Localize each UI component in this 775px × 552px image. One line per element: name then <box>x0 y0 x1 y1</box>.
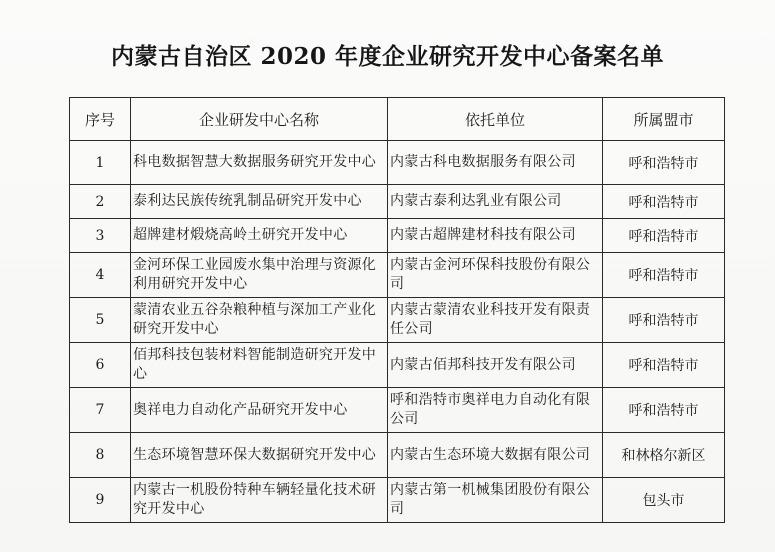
row-city: 呼和浩特市 <box>603 388 725 433</box>
row-center-name <box>131 388 388 433</box>
row-center-name <box>131 433 388 478</box>
row-center-name <box>131 185 388 219</box>
header-host-unit: 依托单位 <box>388 98 603 141</box>
row-host-unit-text: 内蒙古科电数据服务有限公司 <box>390 154 576 170</box>
document-title: 内蒙古自治区 2020 年度企业研究开发中心备案名单 <box>110 43 665 70</box>
table-row <box>70 433 725 478</box>
row-host-unit <box>388 141 603 185</box>
table-row <box>70 185 725 219</box>
row-seq: 2 <box>70 185 131 219</box>
row-center-name <box>131 253 388 298</box>
row-host-unit <box>388 298 603 343</box>
row-city: 呼和浩特市 <box>603 219 725 253</box>
row-seq: 5 <box>70 298 131 343</box>
row-city: 包头市 <box>603 478 725 523</box>
row-seq: 1 <box>70 141 131 185</box>
header-city: 所属盟市 <box>603 98 725 141</box>
row-city: 呼和浩特市 <box>603 185 725 219</box>
row-center-name-text: 金河环保工业园废水集中治理与资源化利用研究开发中心 <box>133 257 377 292</box>
row-center-name-text: 科电数据智慧大数据服务研究开发中心 <box>133 154 377 170</box>
row-center-name-text: 奥祥电力自动化产品研究开发中心 <box>133 401 348 418</box>
table-row <box>70 298 725 343</box>
row-host-unit-text: 呼和浩特市奥祥电力自动化有限公司 <box>390 392 591 427</box>
row-center-name-text: 生态环境智慧环保大数据研究开发中心 <box>133 446 377 463</box>
row-city: 呼和浩特市 <box>603 343 725 388</box>
table-row <box>70 388 725 433</box>
row-center-name <box>131 141 388 185</box>
row-center-name-text: 超牌建材煅烧高岭土研究开发中心 <box>133 227 348 243</box>
row-city: 呼和浩特市 <box>603 253 725 298</box>
row-seq: 4 <box>70 253 131 298</box>
row-center-name-text: 泰利达民族传统乳制品研究开发中心 <box>133 193 362 209</box>
row-seq: 7 <box>70 388 131 433</box>
row-seq: 3 <box>70 219 131 253</box>
row-host-unit <box>388 343 603 388</box>
table-row <box>70 219 725 253</box>
table-header-row <box>70 98 725 141</box>
row-host-unit-text: 内蒙古生态环境大数据有限公司 <box>390 446 591 463</box>
row-host-unit <box>388 388 603 433</box>
header-center-name: 企业研发中心名称 <box>131 98 388 141</box>
row-center-name-text: 佰邦科技包装材料智能制造研究开发中心 <box>133 347 377 382</box>
row-center-name <box>131 298 388 343</box>
row-host-unit-text: 内蒙古第一机械集团股份有限公司 <box>390 482 591 517</box>
row-host-unit <box>388 185 603 219</box>
row-host-unit-text: 内蒙古超牌建材科技有限公司 <box>390 227 576 243</box>
row-center-name <box>131 343 388 388</box>
row-city: 呼和浩特市 <box>603 141 725 185</box>
row-seq: 8 <box>70 433 131 478</box>
row-center-name <box>131 219 388 253</box>
row-host-unit <box>388 253 603 298</box>
header-seq: 序号 <box>70 98 131 141</box>
row-host-unit-text: 内蒙古蒙清农业科技开发有限责任公司 <box>390 302 591 337</box>
table-row <box>70 141 725 185</box>
table-row <box>70 253 725 298</box>
table-row <box>70 343 725 388</box>
row-host-unit <box>388 219 603 253</box>
table-row <box>70 478 725 523</box>
row-seq: 6 <box>70 343 131 388</box>
row-host-unit-text: 内蒙古佰邦科技开发有限公司 <box>390 356 576 373</box>
row-seq: 9 <box>70 478 131 523</box>
row-host-unit <box>388 478 603 523</box>
row-host-unit-text: 内蒙古金河环保科技股份有限公司 <box>390 257 591 292</box>
row-center-name-text: 蒙清农业五谷杂粮种植与深加工产业化研究开发中心 <box>133 302 377 337</box>
row-city: 和林格尔新区 <box>603 433 725 478</box>
row-center-name <box>131 478 388 523</box>
row-center-name-text: 内蒙古一机股份特种车辆轻量化技术研究开发中心 <box>133 482 377 517</box>
row-host-unit-text: 内蒙古泰利达乳业有限公司 <box>390 193 562 209</box>
registry-table <box>69 97 725 523</box>
row-host-unit <box>388 433 603 478</box>
row-city: 呼和浩特市 <box>603 298 725 343</box>
